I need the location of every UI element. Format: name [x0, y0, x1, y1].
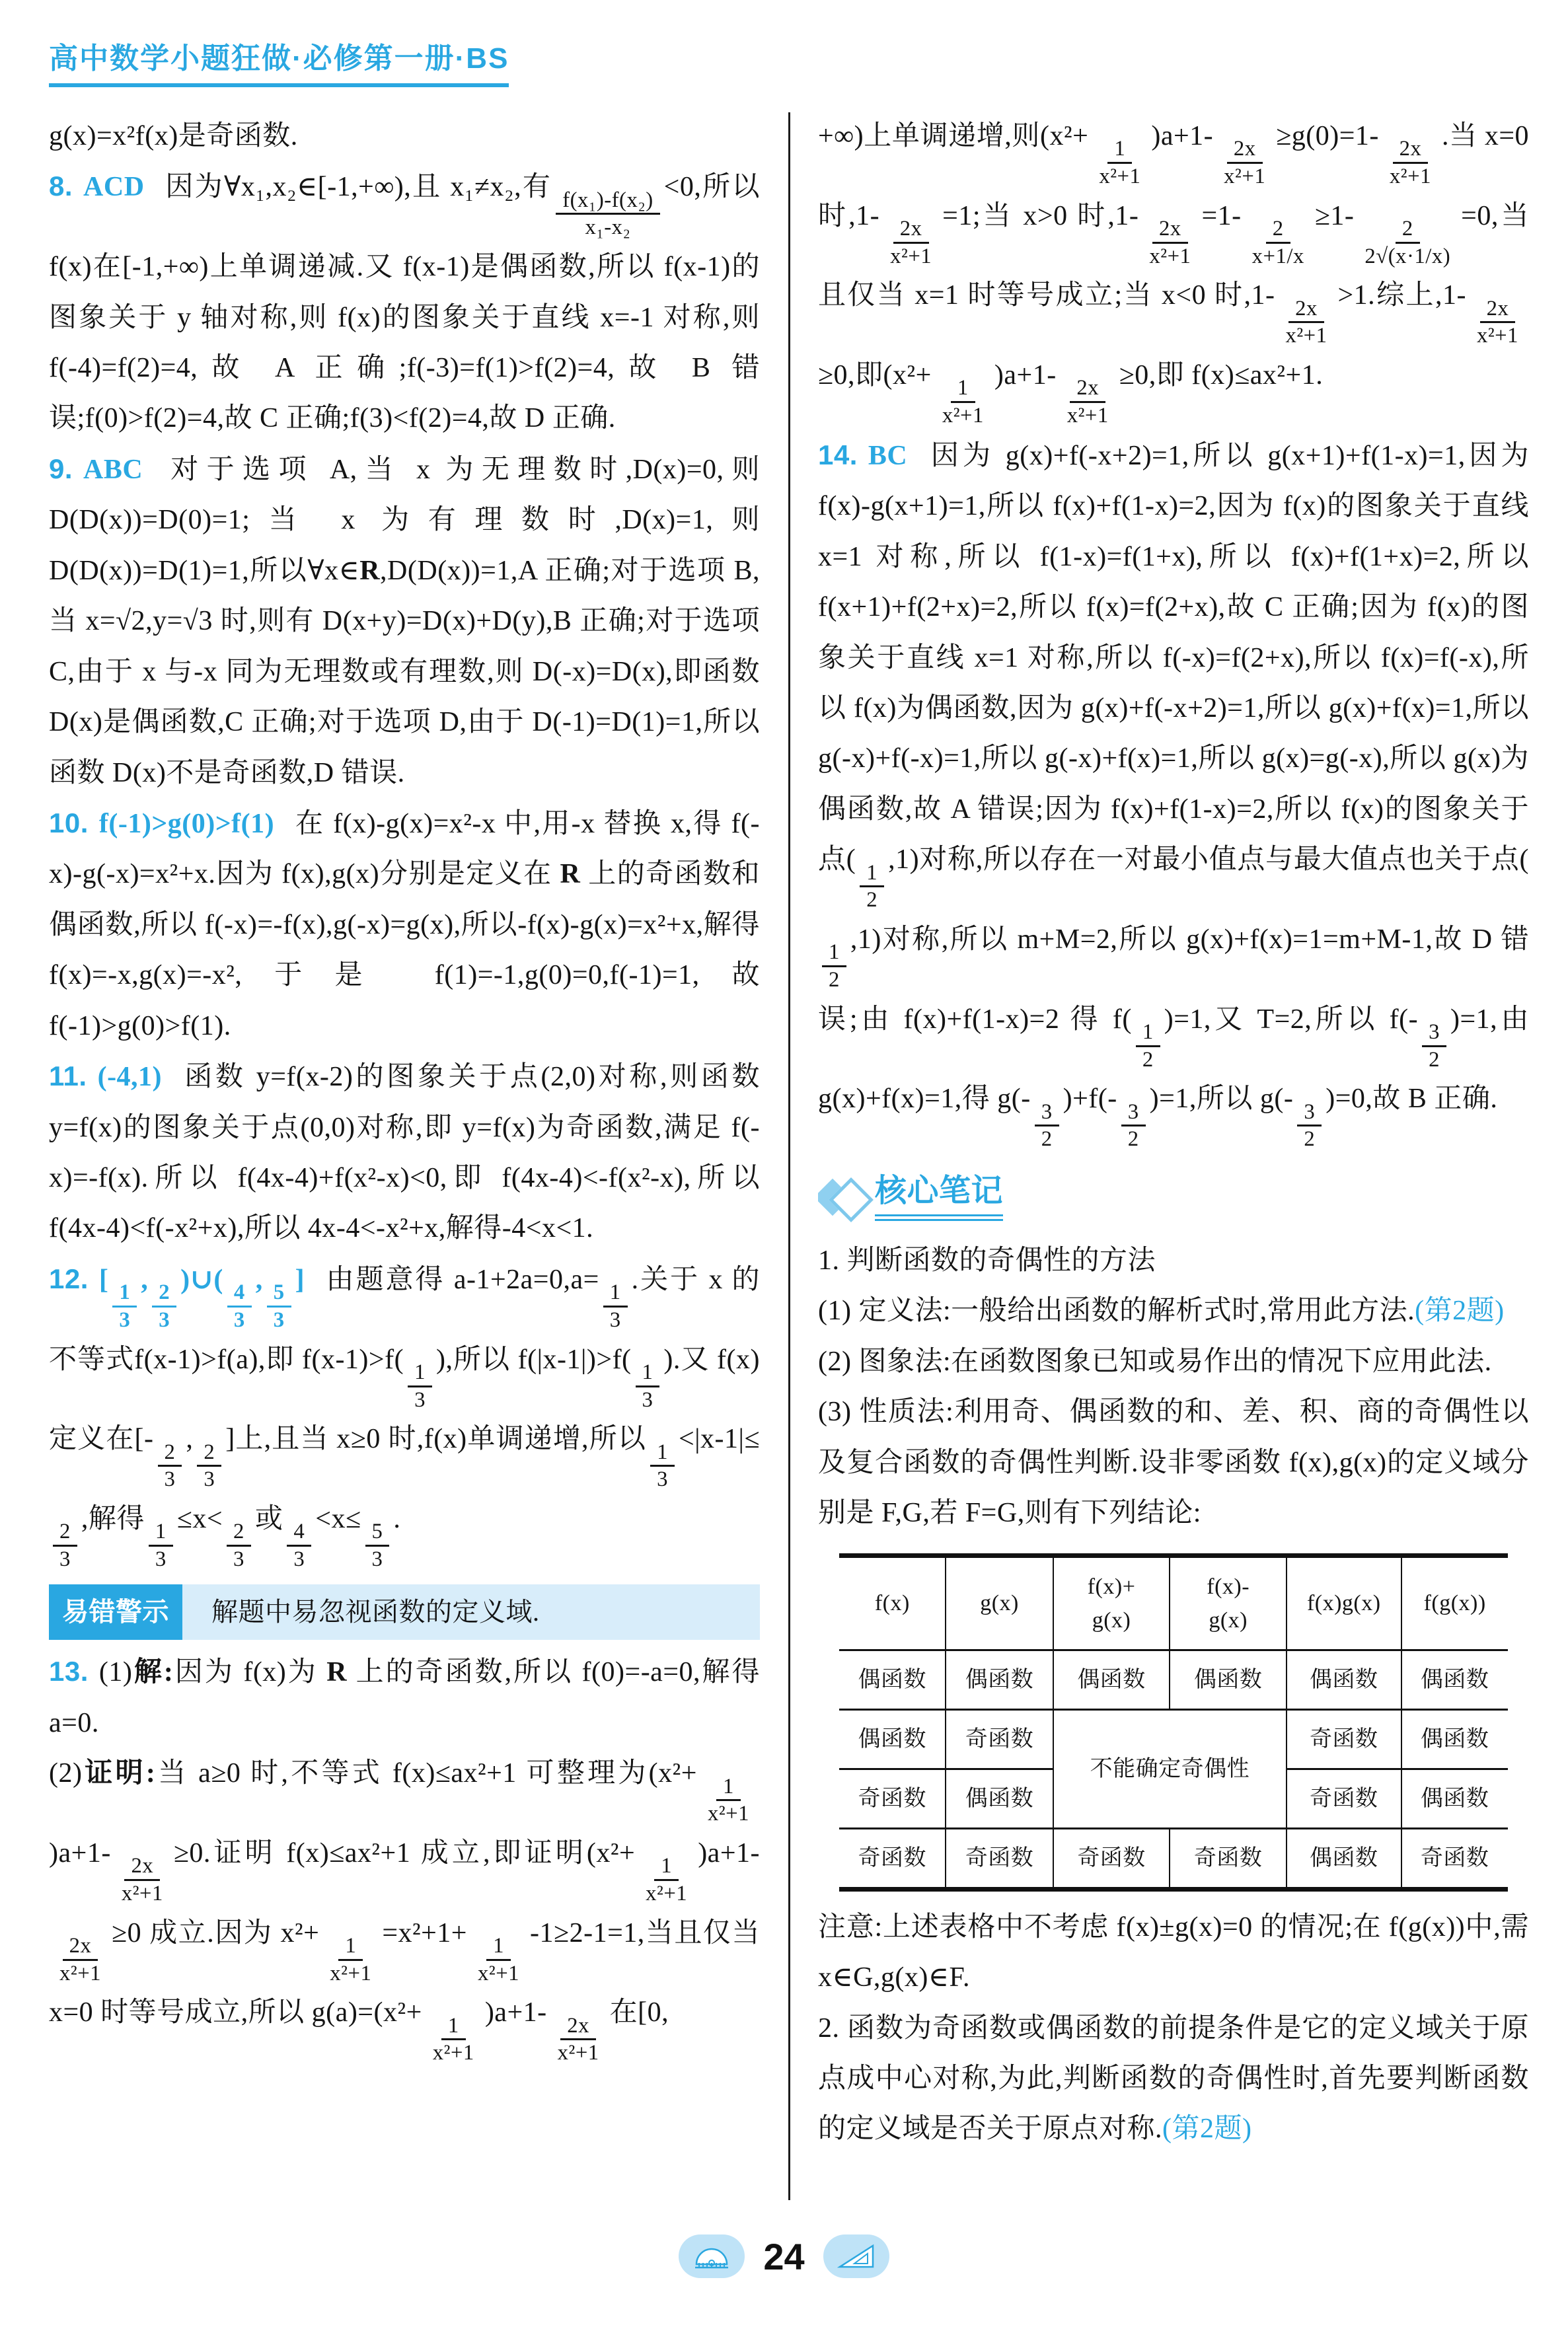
fraction: $\frac{1}{\text{x²+1}}$: [478, 1934, 520, 1985]
table-cell: 偶函数: [839, 1650, 946, 1709]
table-cell: 偶函数: [1053, 1650, 1170, 1709]
table-row: [839, 1709, 1507, 1769]
answer: ABC: [83, 454, 143, 485]
table-header-row: [839, 1555, 1507, 1650]
fraction: $\frac{2x}{\text{x²+1}}$: [121, 1854, 163, 1906]
table-cell: 偶函数: [1401, 1709, 1508, 1769]
fraction: $\frac{2}{3}$: [197, 1440, 221, 1493]
fraction: $\frac{4}{3}$: [287, 1519, 311, 1572]
fraction: $\frac{2}{3}$: [53, 1519, 77, 1572]
fraction: $\frac{1}{\text{x²+1}}$: [646, 1854, 688, 1906]
fraction: $\frac{1}{3}$: [603, 1280, 628, 1333]
answer: (-4,1): [97, 1062, 163, 1093]
table-cell: 偶函数: [1401, 1650, 1508, 1709]
solution-text: 由题意得 a-1+2a=0,a= $\frac{1}{3}$ .关于 x 的不等式f(x-1)>f(a),即 f(x-1)>f( $\frac{1}{3}$ ),所以 f(|x-1|)>f( $\frac{1}{3}$ ).又 f(x)定义在[- $\frac{2}{3}$ , $\frac{2}{3}$ ]上,且当 x≥0 时,f(x)单调递增,所以 $\frac{1}{3}$ <|x-1|≤ $\frac{2}{3}$ ,解得 $\frac{1}{3}$ ≤x< $\frac{2}{3}$ 或 $\frac{4}{3}$ <x≤ $\frac{5}{3}$ .: [49, 1264, 760, 1571]
answer: [ $\frac{1}{3}$ , $\frac{2}{3}$ )∪( $\frac{4}{3}$ , $\frac{5}{3}$ ]: [98, 1264, 305, 1332]
page-footer: [0, 2234, 1568, 2278]
page-number: 24: [763, 2235, 805, 2277]
note-text: 2. 函数为奇函数或偶函数的前提条件是它的定义域关于原点成中心对称,为此,判断函数的奇偶性时,首先要判断函数的定义域是否关于原点对称.(第2题): [818, 2012, 1529, 2145]
fraction: $\frac{4}{3}$: [227, 1280, 252, 1333]
table-cell: 奇函数: [1170, 1828, 1287, 1889]
fraction: $\frac{3}{2}$: [1121, 1099, 1146, 1152]
note-text: (3) 性质法:利用奇、偶函数的和、差、积、商的奇偶性以及复合函数的奇偶性判断.设非零函数 f(x),g(x)的定义域分别是 F,G,若 F=G,则有下列结论:: [818, 1397, 1529, 1529]
fraction: $\frac{1}{3}$: [408, 1360, 432, 1413]
table-cell: 奇函数: [858, 1845, 927, 1870]
table-header-cell: f(x): [839, 1555, 946, 1650]
fraction: $\frac{5}{3}$: [365, 1519, 390, 1572]
protractor-icon: [679, 2234, 745, 2278]
answer: f(-1)>g(0)>f(1): [98, 808, 275, 839]
answer: ACD: [83, 172, 145, 203]
solution-paragraph: [818, 430, 1529, 1154]
table-cell: 奇函数: [1287, 1769, 1401, 1828]
solution-paragraph: [49, 1254, 760, 1574]
problem-number: 9.: [49, 453, 73, 484]
fraction: $\frac{1}{2}$: [1136, 1019, 1160, 1072]
bold-text: R: [359, 555, 381, 586]
note-text: (2) 图象法:在函数图象已知或易作出的情况下应用此法.: [818, 1346, 1492, 1377]
table-cell: 奇函数: [946, 1709, 1053, 1769]
note-paragraph: [818, 1337, 1529, 1387]
highlighted-reference: (第2题): [1162, 2114, 1252, 2145]
fraction: $\frac{1}{3}$: [112, 1280, 137, 1333]
solution-paragraph: [49, 1646, 760, 1748]
solution-text: +∞)上单调递增,则(x²+ $\frac{1}{\text{x²+1}}$ )a+1- $\frac{2x}{\text{x²+1}}$ ≥g(0)=1- $\frac{2x}{\text{x²+1}}$ .当 x=0 时,1- $\frac{2x}{\text{x²+1}}$ =1;当 x>0 时,1- $\frac{2x}{\text{x²+1}}$ =1- $\frac{2}{x+1/x}$ ≥1- $\frac{2}{2√(x\cdot 1/x)}$ =0,当且仅当 x=1 时等号成立;当 x<0 时,1- $\frac{2x}{\text{x²+1}}$ >1.综上,1- $\frac{2x}{\text{x²+1}}$ ≥0,即(x²+ $\frac{1}{\text{x²+1}}$ )a+1- $\frac{2x}{\text{x²+1}}$ ≥0,即 f(x)≤ax²+1.: [818, 121, 1529, 428]
table-cell: 偶函数: [946, 1769, 1053, 1828]
table-cell: 偶函数: [1401, 1769, 1508, 1828]
fraction: $\frac{2x}{\text{x²+1}}$: [557, 2013, 599, 2065]
solution-text: 函数 y=f(x-2)的图象关于点(2,0)对称,则函数 y=f(x)的图象关于点(0,0)对称,即 y=f(x)为奇函数,满足 f(-x)=-f(x).所以 f(4x-4)+f(x²-x)<0,即 f(4x-4)<-f(x²-x),所以 f(4x-4)<f(-x²+x),所以 4x-4<-x²+x,解得-4<x<1.: [49, 1062, 760, 1244]
note-paragraph: [818, 2003, 1529, 2155]
problem-number: 11.: [49, 1060, 87, 1092]
table-cell: 偶函数: [839, 1709, 946, 1769]
table-cell: 奇函数: [1401, 1828, 1508, 1889]
table-cell: 偶函数: [1287, 1650, 1401, 1709]
fraction: $\frac{2x}{\text{x²+1}}$: [1476, 296, 1518, 348]
fraction: $\frac{2x}{\text{x²+1}}$: [1389, 137, 1431, 189]
fraction: $\frac{5}{3}$: [267, 1280, 291, 1333]
fraction: $\frac{1}{3}$: [650, 1440, 675, 1493]
problem-number: 8.: [49, 170, 73, 202]
fraction: $\frac{3}{2}$: [1297, 1099, 1322, 1152]
core-notes-header: [818, 1173, 1529, 1221]
note-paragraph: [818, 1286, 1529, 1336]
bold-text: R: [560, 859, 581, 890]
note-text: 1. 判断函数的奇偶性的方法: [818, 1245, 1156, 1276]
bold-text: 解:: [132, 1657, 174, 1688]
table-header-cell: f(x)g(x): [1287, 1555, 1401, 1650]
fraction: $\frac{1}{2}$: [822, 940, 846, 992]
table-cell: 奇函数: [839, 1769, 946, 1828]
fraction: $\frac{1}{3}$: [149, 1519, 173, 1572]
highlighted-reference: (第2题): [1415, 1296, 1505, 1327]
fraction: $\frac{2x}{\text{x²+1}}$: [890, 217, 932, 268]
core-notes-label: 核心笔记: [875, 1174, 1003, 1221]
table-row: [839, 1828, 1507, 1889]
table-cell: 奇函数: [1053, 1828, 1170, 1889]
solution-text: 因为∀x₁,x₂∈[-1,+∞),且 x₁≠x₂,有 $\frac{\text{f(x₁)-f(x₂)}}{\text{x₁-x₂}}$ <0,所以 f(x)在[-1,+∞)上单调递减.又 f(x-1)是偶函数,所以 f(x-1)的图象关于 y 轴对称,则 f(x)的图象关于直线 x=-1 对称,则 f(-4)=f(2)=4,故 A 正确;f(-3)=f(1)>f(2)=4,故 B 错误;f(0)>f(2)=4,故 C 正确;f(3)<f(2)=4,故 D 正确.: [49, 172, 760, 434]
table-cell-merged: 不能确定奇偶性: [1053, 1709, 1287, 1828]
fraction: $\frac{2}{3}$: [152, 1280, 176, 1333]
warning-text: 解题中易忽视函数的定义域.: [211, 1596, 540, 1627]
solution-text: g(x)=x²f(x)是奇函数.: [49, 121, 298, 151]
table-cell: 奇函数: [946, 1828, 1053, 1889]
fraction: $\frac{2}{3}$: [158, 1440, 182, 1493]
problem-number: 13.: [49, 1656, 89, 1687]
fraction: $\frac{1}{\text{x²+1}}$: [707, 1774, 749, 1826]
problem-number: 12.: [49, 1263, 89, 1294]
fraction: $\frac{1}{\text{x²+1}}$: [330, 1934, 372, 1985]
fraction: $\frac{3}{2}$: [1035, 1099, 1059, 1152]
right-column: [818, 111, 1529, 2215]
mistake-warning-strip: [49, 1584, 760, 1641]
solution-text: (2)证明:当 a≥0 时,不等式 f(x)≤ax²+1 可整理为(x²+ $\frac{1}{\text{x²+1}}$ )a+1- $\frac{2x}{\text{x²+1}}$ ≥0.证明 f(x)≤ax²+1 成立,即证明(x²+ $\frac{1}{\text{x²+1}}$ )a+1- $\frac{2x}{\text{x²+1}}$ ≥0 成立.因为 x²+ $\frac{1}{\text{x²+1}}$ =x²+1+ $\frac{1}{\text{x²+1}}$ -1≥2-1=1,当且仅当 x=0 时等号成立,所以 g(a)=(x²+ $\frac{1}{\text{x²+1}}$ )a+1- $\frac{2x}{\text{x²+1}}$ 在[0,: [49, 1758, 760, 2065]
problem-number: 14.: [818, 439, 858, 470]
solution-paragraph: [818, 111, 1529, 430]
fraction: $\frac{2}{2√(x\cdot 1/x)}$: [1364, 217, 1451, 268]
fraction: $\frac{2x}{\text{x²+1}}$: [1285, 296, 1327, 348]
note-paragraph: [818, 1236, 1529, 1286]
warning-badge: 易错警示: [49, 1584, 182, 1641]
note-paragraph: [818, 1902, 1529, 2003]
solution-text: 对于选项 A,当 x 为无理数时,D(x)=0,则 D(D(x))=D(0)=1;当 x 为有理数时,D(x)=1,则 D(D(x))=D(1)=1,所以∀x∈R,D(D(x))=1,A 正确;对于选项 B,当 x=√2,y=√3 时,则有 D(x+y)=D(x)+D(y),B 正确;对于选项 C,由于 x 与-x 同为无理数或有理数,则 D(-x)=D(x),即函数 D(x)是偶函数,C 正确;对于选项 D,由于 D(-1)=D(1)=1,所以函数 D(x)不是奇函数,D 错误.: [49, 454, 760, 788]
fraction: $\frac{1}{2}$: [860, 860, 884, 913]
solution-text: (1)解:因为 f(x)为 R 上的奇函数,所以 f(0)=-a=0,解得 a=0.: [49, 1657, 760, 1738]
fraction: $\frac{2x}{\text{x²+1}}$: [59, 1934, 102, 1985]
fraction: $\frac{2x}{\text{x²+1}}$: [1149, 217, 1191, 268]
solution-text: 在 f(x)-g(x)=x²-x 中,用-x 替换 x,得 f(-x)-g(-x)=x²+x.因为 f(x),g(x)分别是定义在 R 上的奇函数和偶函数,所以 f(-x)=-f(x),g(-x)=g(x),所以-f(x)-g(x)=x²+x,解得 f(x)=-x,g(x)=-x²,于是 f(1)=-1,g(0)=0,f(-1)=1,故 f(-1)>g(0)>f(1).: [49, 808, 760, 1041]
answer: BC: [868, 440, 908, 471]
column-divider: [788, 112, 790, 2200]
bold-text: 证明:: [82, 1758, 156, 1789]
solution-paragraph: [49, 111, 760, 161]
fraction: $\frac{1}{\text{x²+1}}$: [942, 376, 984, 428]
solution-paragraph: [49, 1748, 760, 2067]
table-header-cell: f(x)- g(x): [1170, 1555, 1287, 1650]
fraction: $\frac{2x}{\text{x²+1}}$: [1066, 376, 1109, 428]
table-header-cell: f(x)+ g(x): [1053, 1555, 1170, 1650]
fraction: $\frac{1}{3}$: [636, 1360, 660, 1413]
page-title: 高中数学小题狂做·必修第一册·BS: [49, 34, 509, 87]
fraction: $\frac{2}{x+1/x}$: [1251, 217, 1304, 268]
note-text: 注意:上述表格中不考虑 f(x)±g(x)=0 的情况;在 f(g(x))中,需 x∈G,g(x)∈F.: [818, 1911, 1529, 1993]
table-header-cell: f(g(x)): [1401, 1555, 1508, 1650]
note-paragraph: [818, 1387, 1529, 1538]
left-column: [49, 111, 760, 2215]
solution-paragraph: [49, 444, 760, 798]
parity-table: [839, 1553, 1507, 1892]
table-cell: 偶函数: [1287, 1828, 1401, 1889]
solution-paragraph: [49, 1051, 760, 1254]
solution-text: 因为 g(x)+f(-x+2)=1,所以 g(x+1)+f(1-x)=1,因为 f(x)-g(x+1)=1,所以 f(x)+f(1-x)=2,因为 f(x)的图象关于直线 x=1 对称,所以 f(1-x)=f(1+x),所以 f(x)+f(1+x)=2,所以 f(x+1)+f(2+x)=2,所以 f(x)=f(2+x),故 C 正确;因为 f(x)的图象关于直线 x=1 对称,所以 f(-x)=f(2+x),所以 f(x)=f(-x),所以 f(x)为偶函数,因为 g(x)+f(-x+2)=1,所以 g(x)+f(x)=1,所以 g(-x)+f(-x)=1,所以 g(-x)+f(x)=1,所以 g(x)=g(-x),所以 g(x)为偶函数,故 A 错误;因为 f(x)+f(1-x)=2,所以 f(x)的图象关于点( $\frac{1}{2}$ ,1)对称,所以存在一对最小值点与最大值点也关于点( $\frac{1}{2}$ ,1)对称,所以 m+M=2,所以 g(x)+f(x)=1=m+M-1,故 D 错误;由 f(x)+f(1-x)=2 得 f( $\frac{1}{2}$ )=1,又 T=2,所以 f(- $\frac{3}{2}$ )=1,由 g(x)+f(x)=1,得 g(- $\frac{3}{2}$ )+f(- $\frac{3}{2}$ )=1,所以 g(- $\frac{3}{2}$ )=0,故 B 正确.: [818, 440, 1529, 1152]
table-cell: 奇函数: [1287, 1709, 1401, 1769]
table-cell: 偶函数: [946, 1650, 1053, 1709]
fraction: $\frac{\text{f(x₁)-f(x₂)}}{\text{x₁-x₂}}$: [556, 188, 659, 240]
table-header-cell: g(x): [946, 1555, 1053, 1650]
fraction: $\frac{1}{\text{x²+1}}$: [432, 2013, 474, 2065]
diamond-icon: [818, 1173, 866, 1221]
table-cell: 偶函数: [1170, 1650, 1287, 1709]
solution-paragraph: [49, 798, 760, 1051]
triangle-ruler-icon: [823, 2234, 889, 2278]
bold-text: R: [326, 1657, 348, 1688]
problem-number: 10.: [49, 807, 89, 838]
solution-paragraph: [49, 161, 760, 443]
fraction: $\frac{1}{\text{x²+1}}$: [1099, 137, 1141, 189]
table-row: [839, 1650, 1507, 1709]
fraction: $\frac{2x}{\text{x²+1}}$: [1224, 137, 1266, 189]
fraction: $\frac{2}{3}$: [227, 1519, 251, 1572]
note-text: (1) 定义法:一般给出函数的解析式时,常用此方法.(第2题): [818, 1296, 1505, 1327]
fraction: $\frac{3}{2}$: [1422, 1019, 1446, 1072]
